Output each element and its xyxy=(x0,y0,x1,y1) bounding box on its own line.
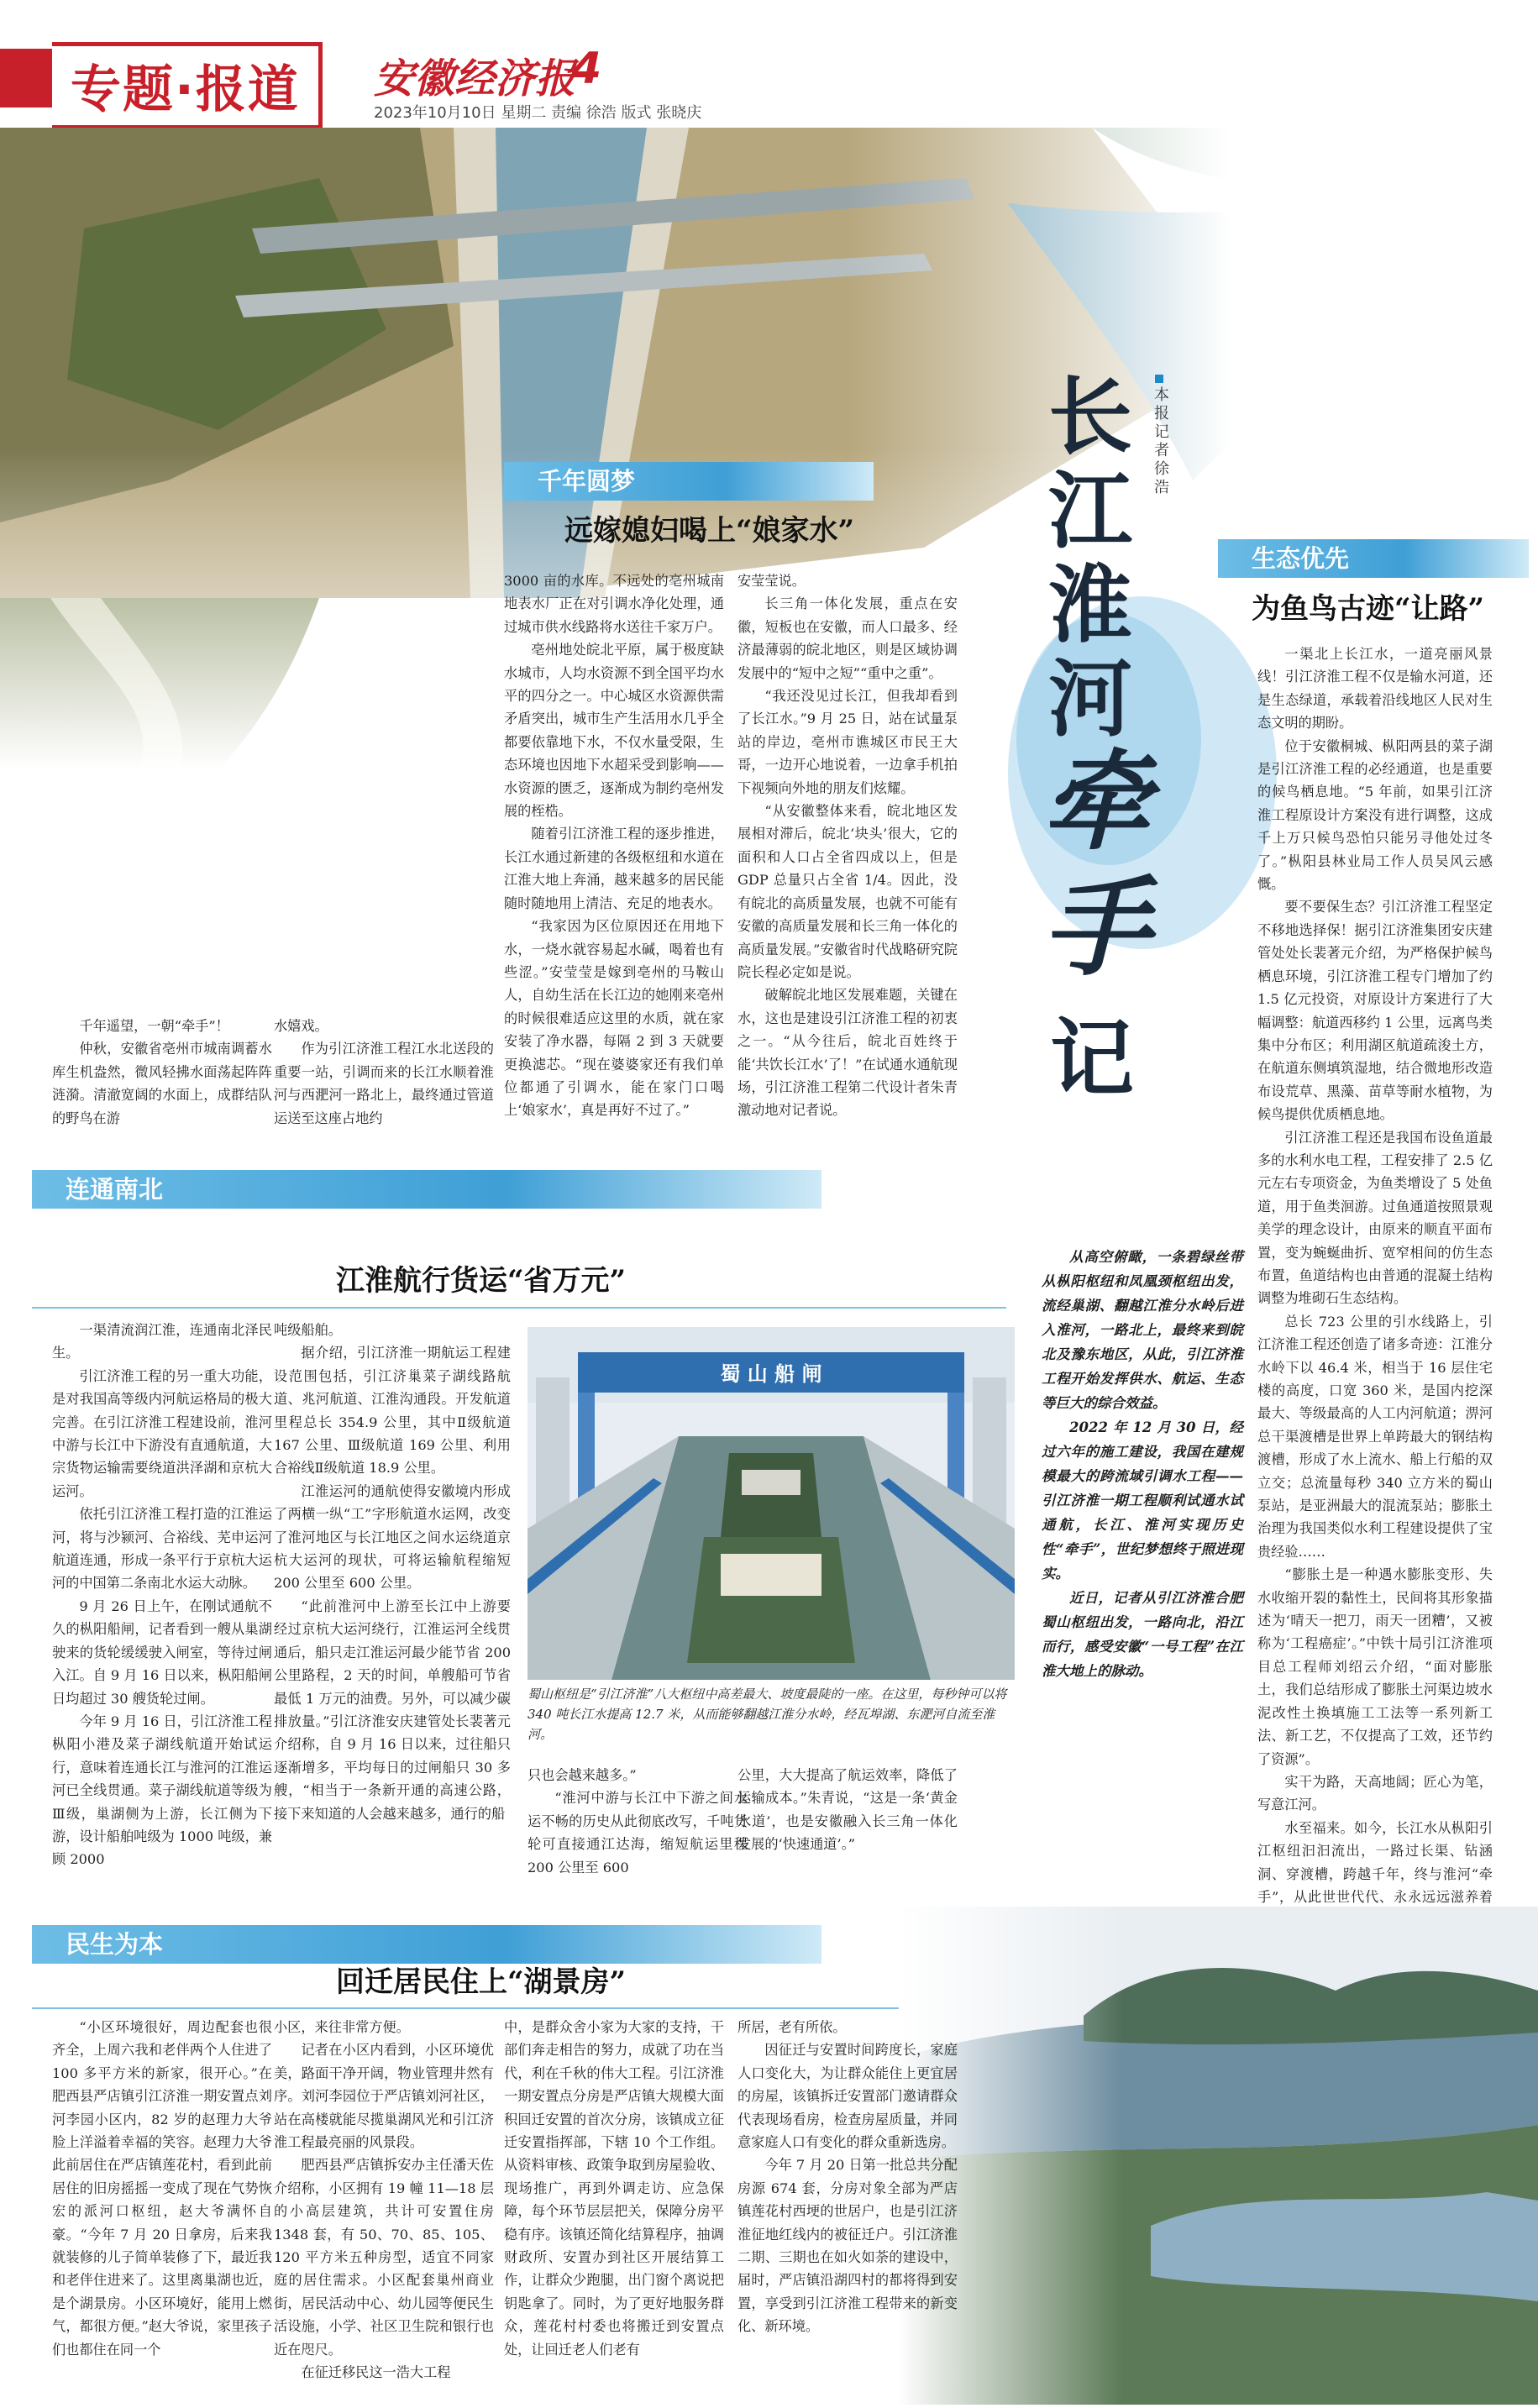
paragraph: “从安徽整体来看，皖北地区发展相对滞后，皖北‘块头’很大，它的面积和人口占全省四成以上，但是 GDP 总量只占全省 1/4。因此，没有皖北的高质量发展，也就不可能有安徽的高质量发展和长三角一体化的高质量发展。”安徽省时代战略研究院院长程必定如是说。 xyxy=(738,803,958,980)
subhead-minsheng: 回迁居民住上“湖景房” xyxy=(336,1965,627,1999)
paragraph: 江淮运河的通航使得安徽境内形成了两横一纵“工”字形航道水运网，改变了淮河地区与长江地区之间水运绕道京杭大运河的现状，可将运输航程缩短 200 公里至 600 公里。 xyxy=(274,1482,511,1592)
headline-suffix: 记 xyxy=(1050,1009,1134,1108)
paragraph: “膨胀土是一种遇水膨胀变形、失水收缩开裂的黏性土，民间将其形象描述为‘晴天一把刀，雨天一团糟’，又被称为‘工程癌症’。”中铁十局引江济淮项目总工程师刘绍云介绍，“面对膨胀土，我们总结形成了膨胀土河渠边坡水泥改性土换填施工工法等一系列新工法、新工艺，不仅提高了工效，还节约了资源”。 xyxy=(1257,1566,1493,1767)
issue-meta: 2023年10月10日 星期二 责编 徐浩 版式 张晓庆 xyxy=(374,104,702,122)
paragraph: “淮河中游与长江中下游之间水运不畅的历史从此彻底改写，千吨货轮可直接通江达海，缩短航运里程 200 公里至 600 xyxy=(528,1790,748,1876)
paragraph: 引江济淮工程还是我国布设鱼道最多的水利水电工程，工程安排了 2.5 亿元左右专项资金，为鱼类增设了 5 处鱼道，用于鱼类洄游。过鱼通道按照景观美学的理念设计，由原来的顺直平面布置，变为蜿蜒曲折、宽窄相间的仿生态布置，鱼道结构也由普通的混凝土结构调整为堆砌石生态结构。 xyxy=(1257,1129,1493,1307)
lake-landscape-illustration xyxy=(899,1907,1538,2405)
paragraph: 引江济淮工程的另一重大功能，是对我国高等级内河航运格局的极大完善。在引江济淮工程建设前，淮河中游与长江中下游没有直通航道，大宗货物运输需要绕道洪泽湖和京杭大运河。 xyxy=(52,1367,272,1499)
lake-aerial-photo xyxy=(899,1907,1538,2405)
paragraph: 吨级船舶。 xyxy=(274,1322,342,1338)
paragraph: “我家因为区位原因还在用地下水，一烧水就容易起水碱，喝着也有些涩。”安莹莹是嫁到亳州的马鞍山人，自幼生活在长江边的她刚来亳州的时候很难适应这里的水质，就在家安装了净水器，每隔 2 到 3 天就要更换滤芯。“现在婆婆家还有我们单位都通了引调水，能在家门口喝上‘娘家水’，真是再好不过了。” xyxy=(504,918,724,1119)
article-minsheng-col4 xyxy=(738,2016,958,2402)
paragraph: 2022 年 12 月 30 日，经过六年的施工建设，我国在建规模最大的跨流域引调水工程——引江济淮一期工程顺利试通水试通航，长江、淮河实现历史性“牵手”，世纪梦想终于照进现实。 xyxy=(1042,1419,1243,1582)
article-qiannian-col3 xyxy=(504,569,724,1124)
paragraph: 3000 亩的水库。不远处的亳州城南地表水厂正在对引调水净化处理，通过城市供水线路将水送往千家万户。 xyxy=(504,573,724,635)
section-divider xyxy=(32,1307,1006,1309)
paragraph: 亳州地处皖北平原，属于极度缺水城市，人均水资源不到全国平均水平的四分之一。中心城区水资源供需矛盾突出，城市生产生活用水几乎全都要依靠地下水，不仅水量受限，生态环境也因地下水超采受到影响——水资源的匮乏，逐渐成为制约亳州发展的桎梏。 xyxy=(504,642,724,820)
paragraph: 千年遥望，一朝“牵手”！ xyxy=(79,1018,229,1034)
paragraph: 安莹莹说。 xyxy=(738,573,806,589)
paragraph: 水至福来。如今，长江水从枞阳引江枢纽汩汩流出，一路过长渠、钻涵洞、穿渡槽，跨越千年，终与淮河“牵手”，从此世世代代、永永远远滋养着 xyxy=(1257,1819,1493,1905)
paragraph: 今年 7 月 20 日第一批总共分配房源 674 套，分房对象全部为严店镇莲花村西埂的世居户，也是引江济淮征地红线内的被征迁户。引江济淮二期、三期也在如火如荼的建设中，届时，严店镇沿湖四村的都将得到安置，享受到引江济淮工程带来的新变化、新环境。 xyxy=(738,2157,958,2335)
article-qiannian-col2 xyxy=(274,1015,494,1124)
paragraph: 中，是群众舍小家为大家的支持，干部们奔走相告的努力，成就了功在当代，利在千秋的伟大工程。引江济淮一期安置点分房是严店镇大规模大面积回迁安置的首次分房，该镇成立征迁安置指挥部，下辖 10 个工作组。从资料审核、政策争取到房屋验收、现场推广，再到外调走访、应急保障，每个环节层层把关，保障分房平稳有序。该镇还简化结算程序，抽调财政所、安置办到社区开展结算工作，让群众少跑腿，出门窗个离说把钥匙拿了。同时，为了更好地服务群众，莲花村村委也将搬迁到安置点处，让回迁老人们老有 xyxy=(504,2019,724,2358)
banner-shengtai: 生态优先 xyxy=(1218,539,1529,578)
paragraph: “此前淮河中上游至长江中上游要经过京杭大运河绕行，江淮运河全线贯通后，船只走江淮运河最少能节省 200 公里路程，2 天的时间，单艘船可节省最低 1 万元的油费。另外，可以减少碳排放量。”引江济淮安庆建管处长裴著元介绍称，自 9 月 16 日以来，过往船只逐渐增多，平均每日的过闸船只 30 多艘，“相当于一条新开通的高速公路，接下来知道的人会越来越多，通行的船 xyxy=(274,1597,511,1822)
paragraph: 一渠清流润江淮，连通南北泽民生。 xyxy=(52,1322,272,1361)
paragraph: 只也会越来越多。” xyxy=(528,1767,637,1783)
article-qiannian-col4 xyxy=(738,569,958,1124)
paragraph: “小区环境很好，周边配套也很齐全，上周六我和老伴两个人住进了 100 多平方米的新家，很开心。”在肥西县严店镇引江济淮一期安置点刘河李园小区内，82 岁的赵理力大爷脸上洋溢着幸福的笑容。赵理力大爷此前居住在严店镇莲花村，看到此前居住的旧房摇摇一变成了现在气势恢宏的派河口枢纽，赵大爷满怀自豪。“今年 7 月 20 日拿房，后来我就装修的儿子简单装修了下，最近我和老伴住进来了。这里离巢湖也近，是个湖景房。小区环境好，能用上燃气，都很方便。”赵大爷说，家里孩子们也都住在同一个 xyxy=(52,2019,272,2358)
paragraph: 因征迁与安置时间跨度长，家庭人口变化大，为让群众能住上更宜居的房屋，该镇拆迁安置部门邀请群众代表现场看房，检查房屋质量，并同意家庭人口有变化的群众重新选房。 xyxy=(738,2042,958,2151)
photo-caption: 蜀山枢纽是“引江济淮”八大枢纽中高差最大、坡度最陡的一座。在这里，每秒钟可以将 340 吨长江水提高 12.7 米，从而能够翻越江淮分水岭，经瓦埠湖、东淝河自流至淮河。 xyxy=(528,1687,1007,1742)
reporter-byline: 本报记者 徐浩 xyxy=(1154,386,1169,496)
headline-main: 长江淮河 xyxy=(1048,367,1132,748)
paragraph: 实干为路，天高地阔；匠心为笔，写意江河。 xyxy=(1257,1773,1493,1813)
subhead-shengtai: 为鱼鸟古迹“让路” xyxy=(1252,592,1485,626)
paragraph: 随着引江济淮工程的逐步推进，长江水通过新建的各级枢纽和水道在江淮大地上奔涌，越来越多的居民能随时随地用上清洁、充足的地表水。 xyxy=(504,826,724,911)
shushan-lock-photo xyxy=(528,1327,1015,1680)
paragraph: 长三角一体化发展，重点在安徽，短板也在安徽，而人口最多、经济最薄弱的皖北地区，则是区域协调发展中的“短中之短”“重中之重”。 xyxy=(738,595,958,681)
article-qiannian-col1 xyxy=(52,1015,272,1124)
article-shengtai-col xyxy=(1257,643,1493,1905)
newspaper-name: 安徽经济报 xyxy=(374,55,576,102)
paragraph: 所居，老有所依。 xyxy=(738,2019,847,2035)
page-number: 4 xyxy=(571,44,602,94)
paragraph: “我还没见过长江，但我却看到了长江水。”9 月 25 日，站在试量泵站的岸边，亳州市谯城区市民王大哥，一边开心地说着，一边拿手机拍下视频向外地的朋友们炫耀。 xyxy=(738,688,958,796)
paragraph: 9 月 26 日上午，在刚试通航不久的枞阳船闸，记者看到一艘从巢湖驶来的货轮缓缓驶入闸室，等待过闸入江。自 9 月 16 日以来，枞阳船闸日均超过 30 艘货轮过闸。 xyxy=(52,1597,272,1707)
headline-calligraphy: 牵手 xyxy=(1042,739,1150,991)
article-liantong-col3 xyxy=(528,1764,748,1881)
paragraph: 仲秋，安徽省亳州市城南调蓄水库生机盎然，微风轻拂水面荡起阵阵涟漪。清澈宽阔的水面上，成群结队的野鸟在游 xyxy=(52,1041,272,1126)
section-title: 专题·报道 xyxy=(52,42,323,129)
article-minsheng-col1 xyxy=(52,2016,272,2402)
intro-box xyxy=(1042,1245,1243,1849)
article-minsheng-col2 xyxy=(274,2016,494,2402)
paragraph: 肥西县严店镇拆安办主任潘天佐介绍称，小区拥有 19 幢 11—18 层的小高层建筑，共计可安置住房 1348 套，有 50、70、85、105、120 平方米五种房型，适宜不同家庭的居住需求。小区配套巢州商业街，居民活动中心、幼儿园等便民生活设施，小学、社区卫生院和银行也近在咫尺。 xyxy=(274,2157,494,2358)
paragraph: 在征迁移民这一浩大工程 xyxy=(301,2364,451,2381)
article-liantong-col1 xyxy=(52,1319,272,1881)
paragraph: 从高空俯瞰，一条碧绿丝带从枞阳枢纽和凤凰颈枢纽出发，流经巢湖、翻越江淮分水岭后进入淮河，一路北上，最终来到皖北及豫东地区，从此，引江济淮工程开始发挥供水、航运、生态等巨大的综合效益。 xyxy=(1042,1249,1243,1411)
ship-lock-illustration xyxy=(528,1327,1015,1680)
paragraph: 破解皖北地区发展难题，关键在水，这也是建设引江济淮工程的初衷之一。“从今往后，皖北百姓终于能‘共饮长江水’了！”在试通水通航现场，引江济淮工程第二代设计者朱青激动地对记者说。 xyxy=(738,987,958,1119)
paragraph: 水嬉戏。 xyxy=(274,1018,328,1034)
banner-liantong: 连通南北 xyxy=(32,1170,821,1209)
paragraph: 依托引江济淮工程打造的江淮运河，将与沙颍河、合裕线、芜申运河航道连通，形成一条平行于京杭大运河的中国第二条南北水运大动脉。 xyxy=(52,1506,272,1592)
section-divider xyxy=(32,2007,1006,2009)
paragraph: 要不要保生态？引江济淮工程坚定不移地选择保！据引江济淮集团安庆建管处处长裴著元介绍，为严格保护候鸟栖息环境，引江济淮工程专门增加了约 1.5 亿元投资，对原设计方案进行了大幅调整：航道西移约 1 公里，远离鸟类集中分布区；利用湖区航道疏浚土方，在航道东侧填筑湿地，结合微地形改造布设荒草、黑藻、苗草等耐水植物，为候鸟提供优质栖息地。 xyxy=(1257,899,1493,1123)
article-minsheng-col3 xyxy=(504,2016,724,2402)
paragraph: 公里，大大提高了航运效率，降低了运输成本。”朱青说，“这是一条‘黄金水道’，也是安徽融入长三角一体化发展的‘快速通道’。” xyxy=(738,1767,958,1853)
paragraph: 据介绍，引江济淮一期航运工程建设范围包括，引江济巢菜子湖线路航道、兆河航道、江淮沟通段。开发航道里程总长 354.9 公里，其中Ⅱ级航道 167 公里、Ⅲ级航道 169 公里、利用合裕线Ⅱ级航道 18.9 公里。 xyxy=(274,1345,511,1477)
paragraph: 小区，来往非常方便。 xyxy=(274,2019,410,2035)
article-liantong-col2 xyxy=(274,1319,511,1881)
paragraph: 一渠北上长江水，一道亮丽风景线！引江济淮工程不仅是输水河道，还是生态绿道，承载着沿线地区人民对生态文明的期盼。 xyxy=(1257,646,1493,732)
paragraph: 总长 723 公里的引水线路上，引江济淮工程还创造了诸多奇迹：江淮分水岭下以 46.4 米，相当于 16 层住宅楼的高度，口宽 360 米，是国内挖深最大、等级最高的人工内河航道；淠河总干渠渡槽是世界上单跨最大的钢结构渡槽，形成了水上流水、船上行船的双立交；总流量每秒 340 立方米的蜀山泵站，是亚洲最大的混流泵站；膨胀土治理为我国类似水利工程建设提供了宝贵经验…… xyxy=(1257,1313,1493,1560)
subhead-liantong: 江淮航行货运“省万元” xyxy=(336,1264,627,1298)
article-liantong-col4 xyxy=(738,1764,958,1881)
paragraph: 记者在小区内看到，小区环境优美，路面干净开阔，物业管理井然有序。刘河李园位于严店镇刘河社区，站在高楼就能尽揽巢湖风光和引江济淮工程最亮丽的风景段。 xyxy=(274,2042,494,2151)
reporter-mark xyxy=(1155,375,1163,383)
banner-qiannian: 千年圆梦 xyxy=(504,462,874,501)
paragraph: 作为引江济淮工程江水北送段的重要一站，引调而来的长江水顺着淮河与西淝河一路北上，最终通过管道运送至这座占地约 xyxy=(274,1041,494,1126)
lock-sign-text: 蜀 山 船 闸 xyxy=(720,1362,822,1386)
paragraph: 今年 9 月 16 日，引江济淮工程枞阳小港及菜子湖线航道开始试运行，意味着连通长江与淮河的江淮运河已全线贯通。菜子湖线航道等级为Ⅲ级，巢湖侧为上游，长江侧为下游，设计船舶吨级为 1000 吨级，兼顾 2000 xyxy=(52,1713,272,1868)
paragraph: 近日，记者从引江济淮合肥蜀山枢纽出发，一路向北，沿江而行，感受安徽“一号工程”在江淮大地上的脉动。 xyxy=(1042,1590,1243,1679)
banner-minsheng: 民生为本 xyxy=(32,1925,821,1964)
subhead-qiannian: 远嫁媳妇喝上“娘家水” xyxy=(564,514,855,548)
paragraph: 位于安徽桐城、枞阳两县的菜子湖是引江济淮工程的必经通道，也是重要的候鸟栖息地。“5 年前，如果引江济淮工程原设计方案没有进行调整，这成千上万只候鸟恐怕只能另寻他处过冬了。”枞阳县林业局工作人员吴风云感慨。 xyxy=(1257,737,1493,893)
